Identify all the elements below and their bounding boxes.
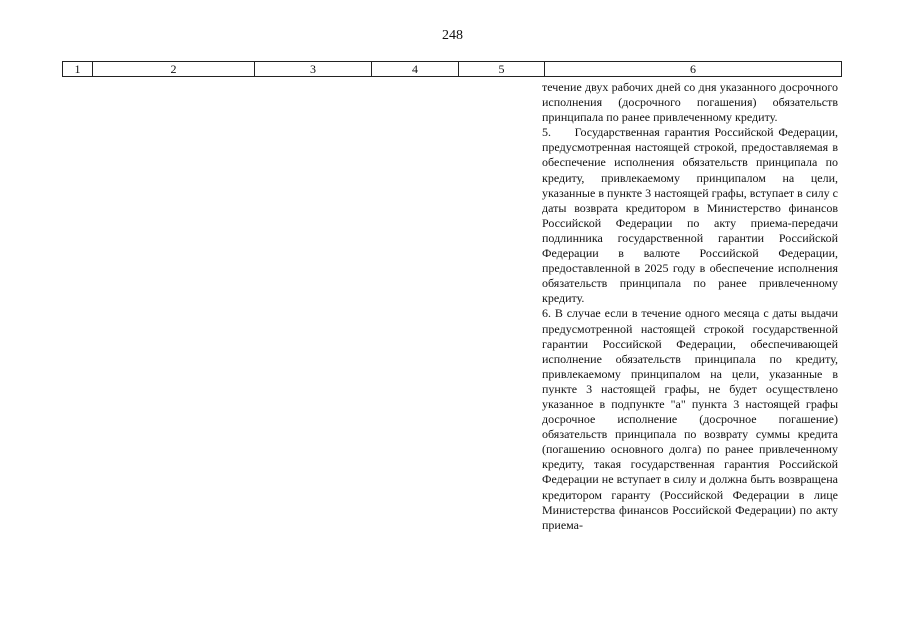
column-number-header-table — [62, 61, 842, 77]
column-header-2: 2 — [93, 62, 255, 77]
column-header-1: 1 — [63, 62, 93, 77]
page-number: 248 — [442, 28, 463, 43]
column-header-6: 6 — [545, 62, 842, 77]
paragraph-6: 6. В случае если в течение одного месяца с даты выдачи предусмотренной настоящей строкой государственной гарантии Российской Федерации, обеспечивающей исполнение обязательств принципала по кредиту, привлекаемому принципалом на цели, указанные в пункте 3 настоящей графы, не будет осуществлено указанное в подпункте "а" пункта 3 настоящей графы досрочное исполнение (досрочное погашение) обязательств принципала по возврату суммы кредита (погашению основного долга) по ранее привлеченному кредиту, такая государственная гарантия Российской Федерации не вступает в силу и должна быть возвращена кредитором гаранту (Российской Федерации в лице Министерства финансов Российской Федерации) по акту приема- — [542, 306, 838, 532]
column-header-3: 3 — [255, 62, 372, 77]
paragraph-5: 5. Государственная гарантия Российской Федерации, предусмотренная настоящей строкой, предоставляемая в обеспечение исполнения обязательств принципала по кредиту, привлекаемому принципалом на цели, указанные в пункте 3 настоящей графы, вступает в силу с даты возврата кредитором в Министерство финансов Российской Федерации по акту приема-передачи подлинника государственной гарантии Российской Федерации в валюте Российской Федерации, предоставленной в 2025 году в обеспечение исполнения обязательств принципала по ранее привлеченному кредиту. — [542, 125, 838, 306]
column-header-4: 4 — [372, 62, 459, 77]
paragraph-continuation: течение двух рабочих дней со дня указанного досрочного исполнения (досрочного погашения) обязательств принципала по ранее привлеченному кредиту. — [542, 80, 838, 125]
header-row — [63, 62, 842, 77]
column-6-text — [542, 80, 838, 533]
column-header-5: 5 — [459, 62, 545, 77]
